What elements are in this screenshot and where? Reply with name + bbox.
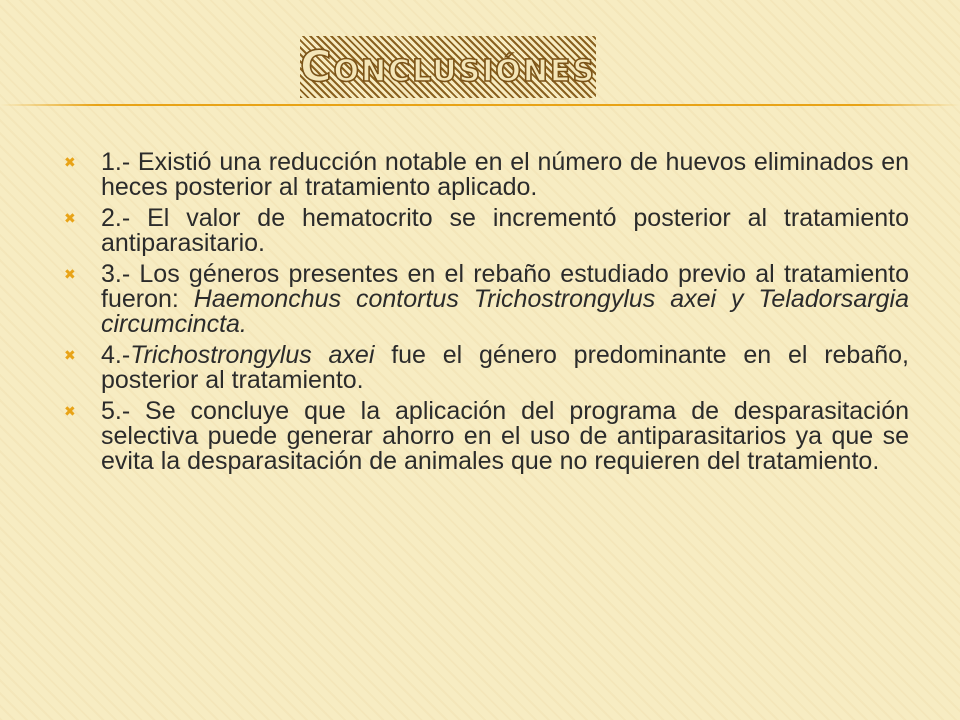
x-bullet-icon: ✖ [64,154,76,170]
title-area [0,36,960,108]
x-bullet-icon: ✖ [64,266,76,282]
bullet-text [101,260,909,338]
species-name: Trichostrongylus axei [130,341,375,369]
bullet-text-segment: 3.- Los géneros presentes en el rebaño estudiado previo al tratamiento fueron: [101,260,909,313]
bullet-item [64,343,909,393]
slide-title: Conclusiónes [300,36,596,98]
bullet-text-segment: 5.- Se concluye que la aplicación del programa de desparasitación selectiva puede generar ahorro en el uso de antiparasitarios ya que se evita la desparasitación de animales que no requieren del tratamiento. [101,397,909,475]
bullet-item [64,150,909,200]
x-bullet-icon: ✖ [64,403,76,419]
bullet-item [64,399,909,474]
bullet-text [101,204,909,257]
bullet-text-segment: 1.- Existió una reducción notable en el número de huevos eliminados en heces posterior al tratamiento aplicado. [101,148,909,201]
species-name: Haemonchus contortus Trichostrongylus axei y Teladorsargia circumcincta. [101,285,909,338]
bullet-text-segment: 4.- [101,341,131,369]
bullet-list [64,150,909,480]
x-bullet-icon: ✖ [64,210,76,226]
bullet-item [64,262,909,337]
bullet-text [101,397,909,475]
title-divider [0,104,960,106]
bullet-text [101,341,909,394]
bullet-text [101,148,909,201]
bullet-text-segment: 2.- El valor de hematocrito se incrementó posterior al tratamiento antiparasitario. [101,204,909,257]
bullet-item [64,206,909,256]
x-bullet-icon: ✖ [64,347,76,363]
bullet-text-segment: fue el género predominante en el rebaño, posterior al tratamiento. [101,341,909,394]
